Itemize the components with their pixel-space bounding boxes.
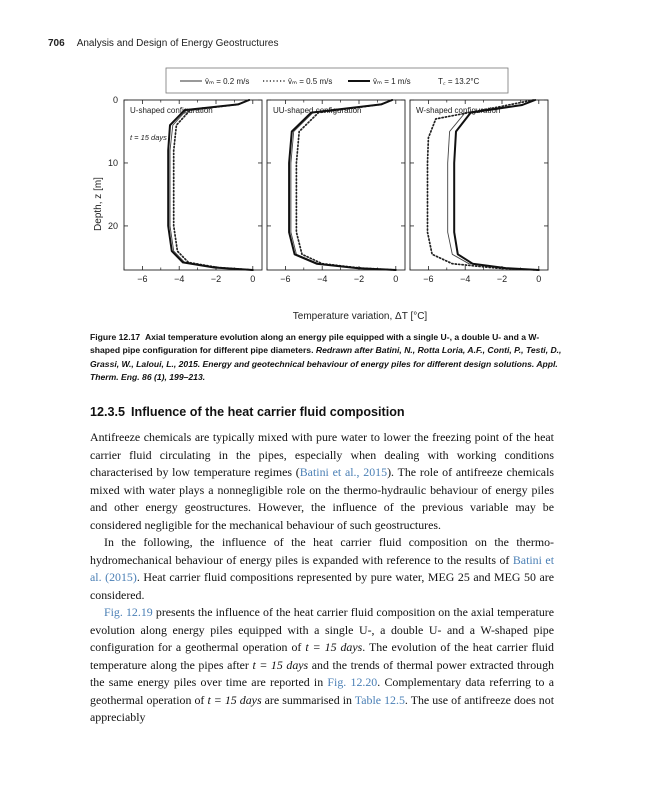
x-tick-label: −2	[353, 274, 365, 284]
x-tick-label: −2	[210, 274, 222, 284]
series-line	[174, 100, 253, 270]
figure-chart	[80, 64, 560, 326]
x-tick-label: 0	[536, 274, 542, 284]
x-tick-label: −6	[423, 274, 434, 284]
p3-text-f: . The use of antifreeze does not appreciably	[90, 692, 555, 724]
paragraph-2	[90, 534, 554, 604]
x-axis-label: Temperature variation, ΔT [°C]	[292, 311, 428, 322]
section-number: 12.3.5	[90, 405, 126, 419]
p3-text-a: presents the influence of the heat carrier fluid composition on the axial temperature evolution along energy piles equipped with a single U-, a double U- and a W-shaped pipe configuration for a geothermal operation of	[90, 605, 554, 654]
x-tick-label: 0	[393, 274, 399, 284]
legend-label-2: v̄ₘ = 1 m/s	[373, 77, 411, 86]
running-head	[48, 38, 278, 49]
legend-label-1: v̄ₘ = 0.5 m/s	[288, 77, 333, 86]
series-line	[168, 100, 253, 270]
series-line	[170, 100, 253, 270]
x-tick-label: −4	[174, 274, 185, 284]
figure-link[interactable]: Fig. 12.19	[104, 605, 153, 619]
caption-source: Redrawn after Batini, N., Rotta Loria, A.F., Conti, P., Testi, D., Grassi, W., Laloui, L., 2015. Energy and geotechnical behaviour of energy piles for different design solutions. Appl. Therm. Eng. 86 (1), 199–213.	[90, 345, 562, 382]
citation-link[interactable]: Batini et al., 2015	[299, 465, 388, 479]
p3-text-b: . The evolution of the heat carrier fluid temperature along the pipes after	[90, 640, 554, 672]
panel-title: W-shaped configuration	[416, 106, 501, 115]
paragraph-3	[90, 604, 554, 727]
p3-time-3: t = 15 days	[207, 692, 262, 707]
book-title: Analysis and Design of Energy Geostructures	[76, 38, 279, 49]
figure-link[interactable]: Fig. 12.20	[327, 675, 378, 689]
p2-text-a: In the following, the influence of the heat carrier fluid composition on the thermo-hydromechanical behaviour of energy piles is expanded with reference to the results of	[90, 535, 554, 567]
figure-caption	[90, 331, 568, 384]
p2-text-b: . Heat carrier fluid compositions represented by pure water, MEG 25 and MEG 50 are considered.	[90, 570, 554, 602]
x-tick-label: −6	[137, 274, 148, 284]
body-text	[90, 429, 554, 727]
section-heading	[90, 405, 405, 419]
section-title: Influence of the heat carrier fluid composition	[131, 405, 405, 419]
x-tick-label: −4	[460, 274, 471, 284]
x-tick-label: −2	[496, 274, 508, 284]
table-link[interactable]: Table 12.5	[354, 692, 405, 707]
series-line	[291, 100, 396, 270]
p3-time-1: t = 15 days	[305, 640, 363, 654]
caption-text: Axial temperature evolution along an energy pile equipped with a single U-, a double U- and a W-shaped pipe configuration for different pipe diameters.	[90, 332, 540, 356]
p3-text-d: . Complementary data referring to a geothermal operation of	[90, 675, 555, 707]
x-tick-label: −6	[280, 274, 291, 284]
panel-title: UU-shaped configuration	[273, 106, 362, 115]
p3-time-2: t = 15 days	[252, 657, 309, 672]
p3-text-c: and the trends of thermal power extracted through the same energy piles over time are reported in	[90, 657, 554, 689]
p1-text-b: ). The role of antifreeze chemicals mixed with water plays a nonnegligible role on the thermo-hydraulic behaviour of energy piles and other energy geostructures. However, the influence of the previous variable may be considered negligible for the mechanical behaviour of such geostructures.	[90, 465, 555, 532]
x-tick-label: −4	[317, 274, 328, 284]
series-line	[428, 100, 539, 270]
panel-frame	[267, 100, 405, 270]
time-annotation: t = 15 days	[130, 133, 167, 142]
y-axis-label: Depth, z [m]	[93, 177, 104, 231]
caption-label: Figure 12.17	[90, 332, 141, 342]
legend-label-0: v̄ₘ = 0.2 m/s	[205, 77, 250, 86]
series-line	[296, 100, 395, 270]
panel-frame	[410, 100, 548, 270]
series-line	[454, 100, 539, 270]
legend-label-3: T꜀ = 13.2°C	[438, 77, 480, 86]
panel-frame	[124, 100, 262, 270]
p3-text-e: are summarised in	[261, 692, 355, 707]
y-tick-label: 20	[107, 220, 118, 231]
page-number: 706	[48, 38, 65, 49]
paragraph-1	[90, 429, 554, 534]
p1-text-a: Antifreeze chemicals are typically mixed with pure water to lower the freezing point of the heat carrier fluid circulating in the pipes, especially when dealing with working conditions characterised by low temperature regimes (	[90, 430, 554, 479]
citation-link[interactable]: Batini et al. (2015)	[90, 552, 554, 584]
y-tick-label: 10	[107, 157, 118, 168]
panel-title: U-shaped configuration	[130, 106, 213, 115]
x-tick-label: 0	[250, 274, 256, 284]
figure-12-17	[80, 64, 560, 326]
y-tick-label: 0	[112, 95, 118, 105]
